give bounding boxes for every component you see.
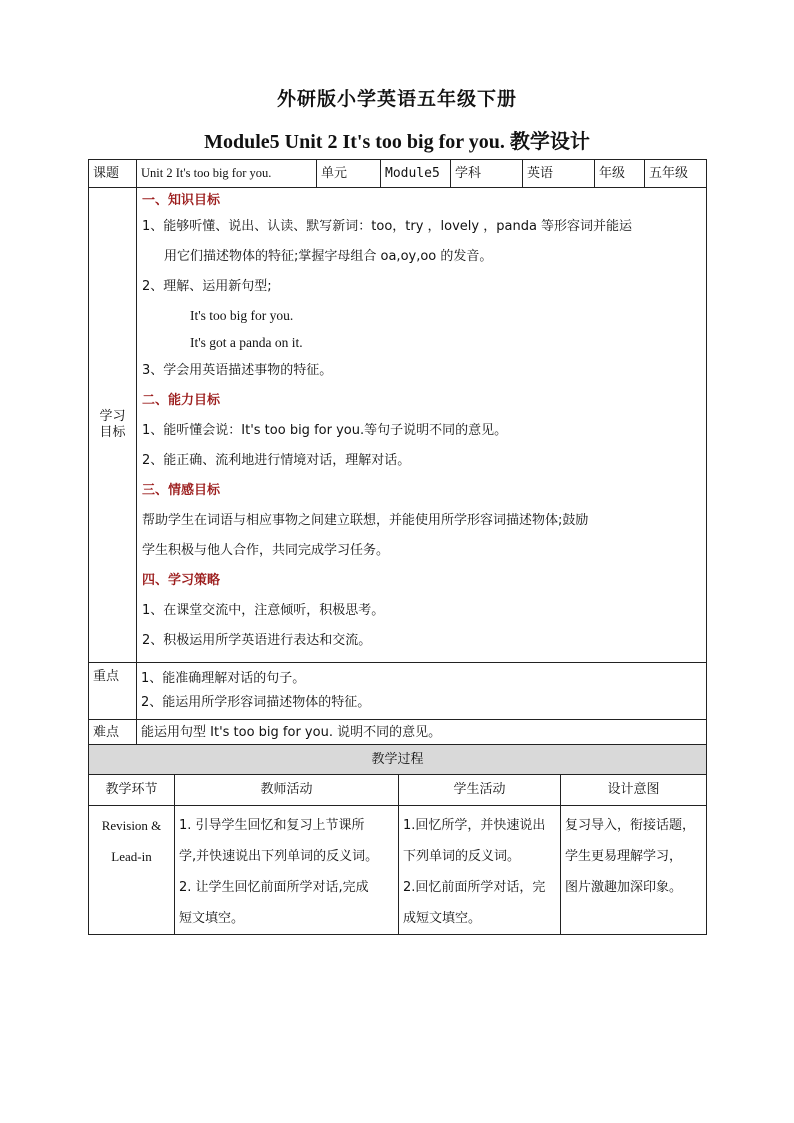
example-sentence-1: It's too big for you. [190,308,294,323]
lesson-info-table [88,159,707,747]
intent-line-1: 复习导入，衔接话题， [565,818,696,833]
key-points-content [137,663,707,720]
column-intent: 设计意图 [561,775,707,806]
subject-label: 学科 [451,160,523,188]
teacher-line-1: 1. 引导学生回忆和复习上节课所 [179,818,365,833]
strategy-item-2: 2、积极运用所学英语进行表达和交流。 [142,633,372,648]
process-header-row [89,745,707,775]
grade-value: 五年级 [645,160,707,188]
stage-line-2: Lead-in [111,849,152,864]
difficulty-row [89,720,707,747]
example-sentence-2: It's got a panda on it. [190,335,303,350]
process-columns-row [89,775,707,806]
topic-value: Unit 2 It's too big for you. [137,160,317,188]
key-points-row [89,663,707,720]
key-points-label: 重点 [89,663,137,720]
intent-line-3: 图片激趣加深印象。 [565,880,683,895]
teacher-line-4: 短文填空。 [179,911,245,926]
document-subtitle: Module5 Unit 2 It's too big for you. 教学设计 [204,131,590,153]
ability-item-1: 1、能听懂会说：It's too big for you.等句子说明不同的意见。 [142,423,508,438]
teacher-line-2: 学,并快速说出下列单词的反义词。 [179,849,379,864]
grade-label: 年级 [595,160,645,188]
intent-line-2: 学生更易理解学习， [565,849,683,864]
column-student: 学生活动 [399,775,561,806]
knowledge-item-2: 2、理解、运用新句型; [142,279,272,294]
goals-label-1: 学习 [99,409,126,425]
section-emotion: 三、情感目标 [142,483,221,498]
unit-label: 单元 [317,160,381,188]
subject-value: 英语 [523,160,595,188]
section-strategy: 四、学习策略 [142,573,221,588]
strategy-item-1: 1、在课堂交流中，注意倾听，积极思考。 [142,603,385,618]
student-line-2: 下列单词的反义词。 [403,849,521,864]
difficulty-label: 难点 [89,720,137,747]
process-table [88,744,707,935]
unit-value: Module5 [381,160,451,188]
design-intent-cell [561,806,707,935]
key-point-2: 2、能运用所学形容词描述物体的特征。 [141,695,371,710]
knowledge-item-1a: 1、能够听懂、说出、认读、默写新词：too，try ，lovely ，panda 等形容词并能运 [142,219,633,234]
document-title: 外研版小学英语五年级下册 [276,88,517,110]
student-activity-cell [399,806,561,935]
knowledge-item-3: 3、学会用英语描述事物的特征。 [142,363,333,378]
ability-item-2: 2、能正确、流利地进行情境对话，理解对话。 [142,453,411,468]
teacher-activity-cell [175,806,399,935]
teacher-line-3: 2. 让学生回忆前面所学对话,完成 [179,880,369,895]
stage-line-1: Revision & [101,818,162,833]
header-row [89,160,707,188]
goals-content [137,188,707,663]
student-line-4: 成短文填空。 [403,911,482,926]
student-line-1: 1.回忆所学，并快速说出 [403,818,546,833]
section-knowledge: 一、知识目标 [142,193,221,208]
goals-label [89,188,137,663]
goals-label-2: 目标 [99,425,126,440]
process-row [89,806,707,935]
emotion-item-1b: 学生积极与他人合作，共同完成学习任务。 [142,543,390,558]
topic-label: 课题 [89,160,137,188]
goals-row [89,188,707,663]
stage-cell [89,806,175,935]
column-stage: 教学环节 [89,775,175,806]
student-line-3: 2.回忆前面所学对话，完 [403,880,546,895]
emotion-item-1a: 帮助学生在词语与相应事物之间建立联想，并能使用所学形容词描述物体;鼓励 [142,513,589,528]
knowledge-item-1b: 用它们描述物体的特征;掌握字母组合 oa,oy,oo 的发音。 [164,249,493,264]
process-header: 教学过程 [89,745,707,775]
difficulty-content: 能运用句型 It's too big for you. 说明不同的意见。 [137,720,707,747]
column-teacher: 教师活动 [175,775,399,806]
key-point-1: 1、能准确理解对话的句子。 [141,671,306,686]
section-ability: 二、能力目标 [142,393,221,408]
